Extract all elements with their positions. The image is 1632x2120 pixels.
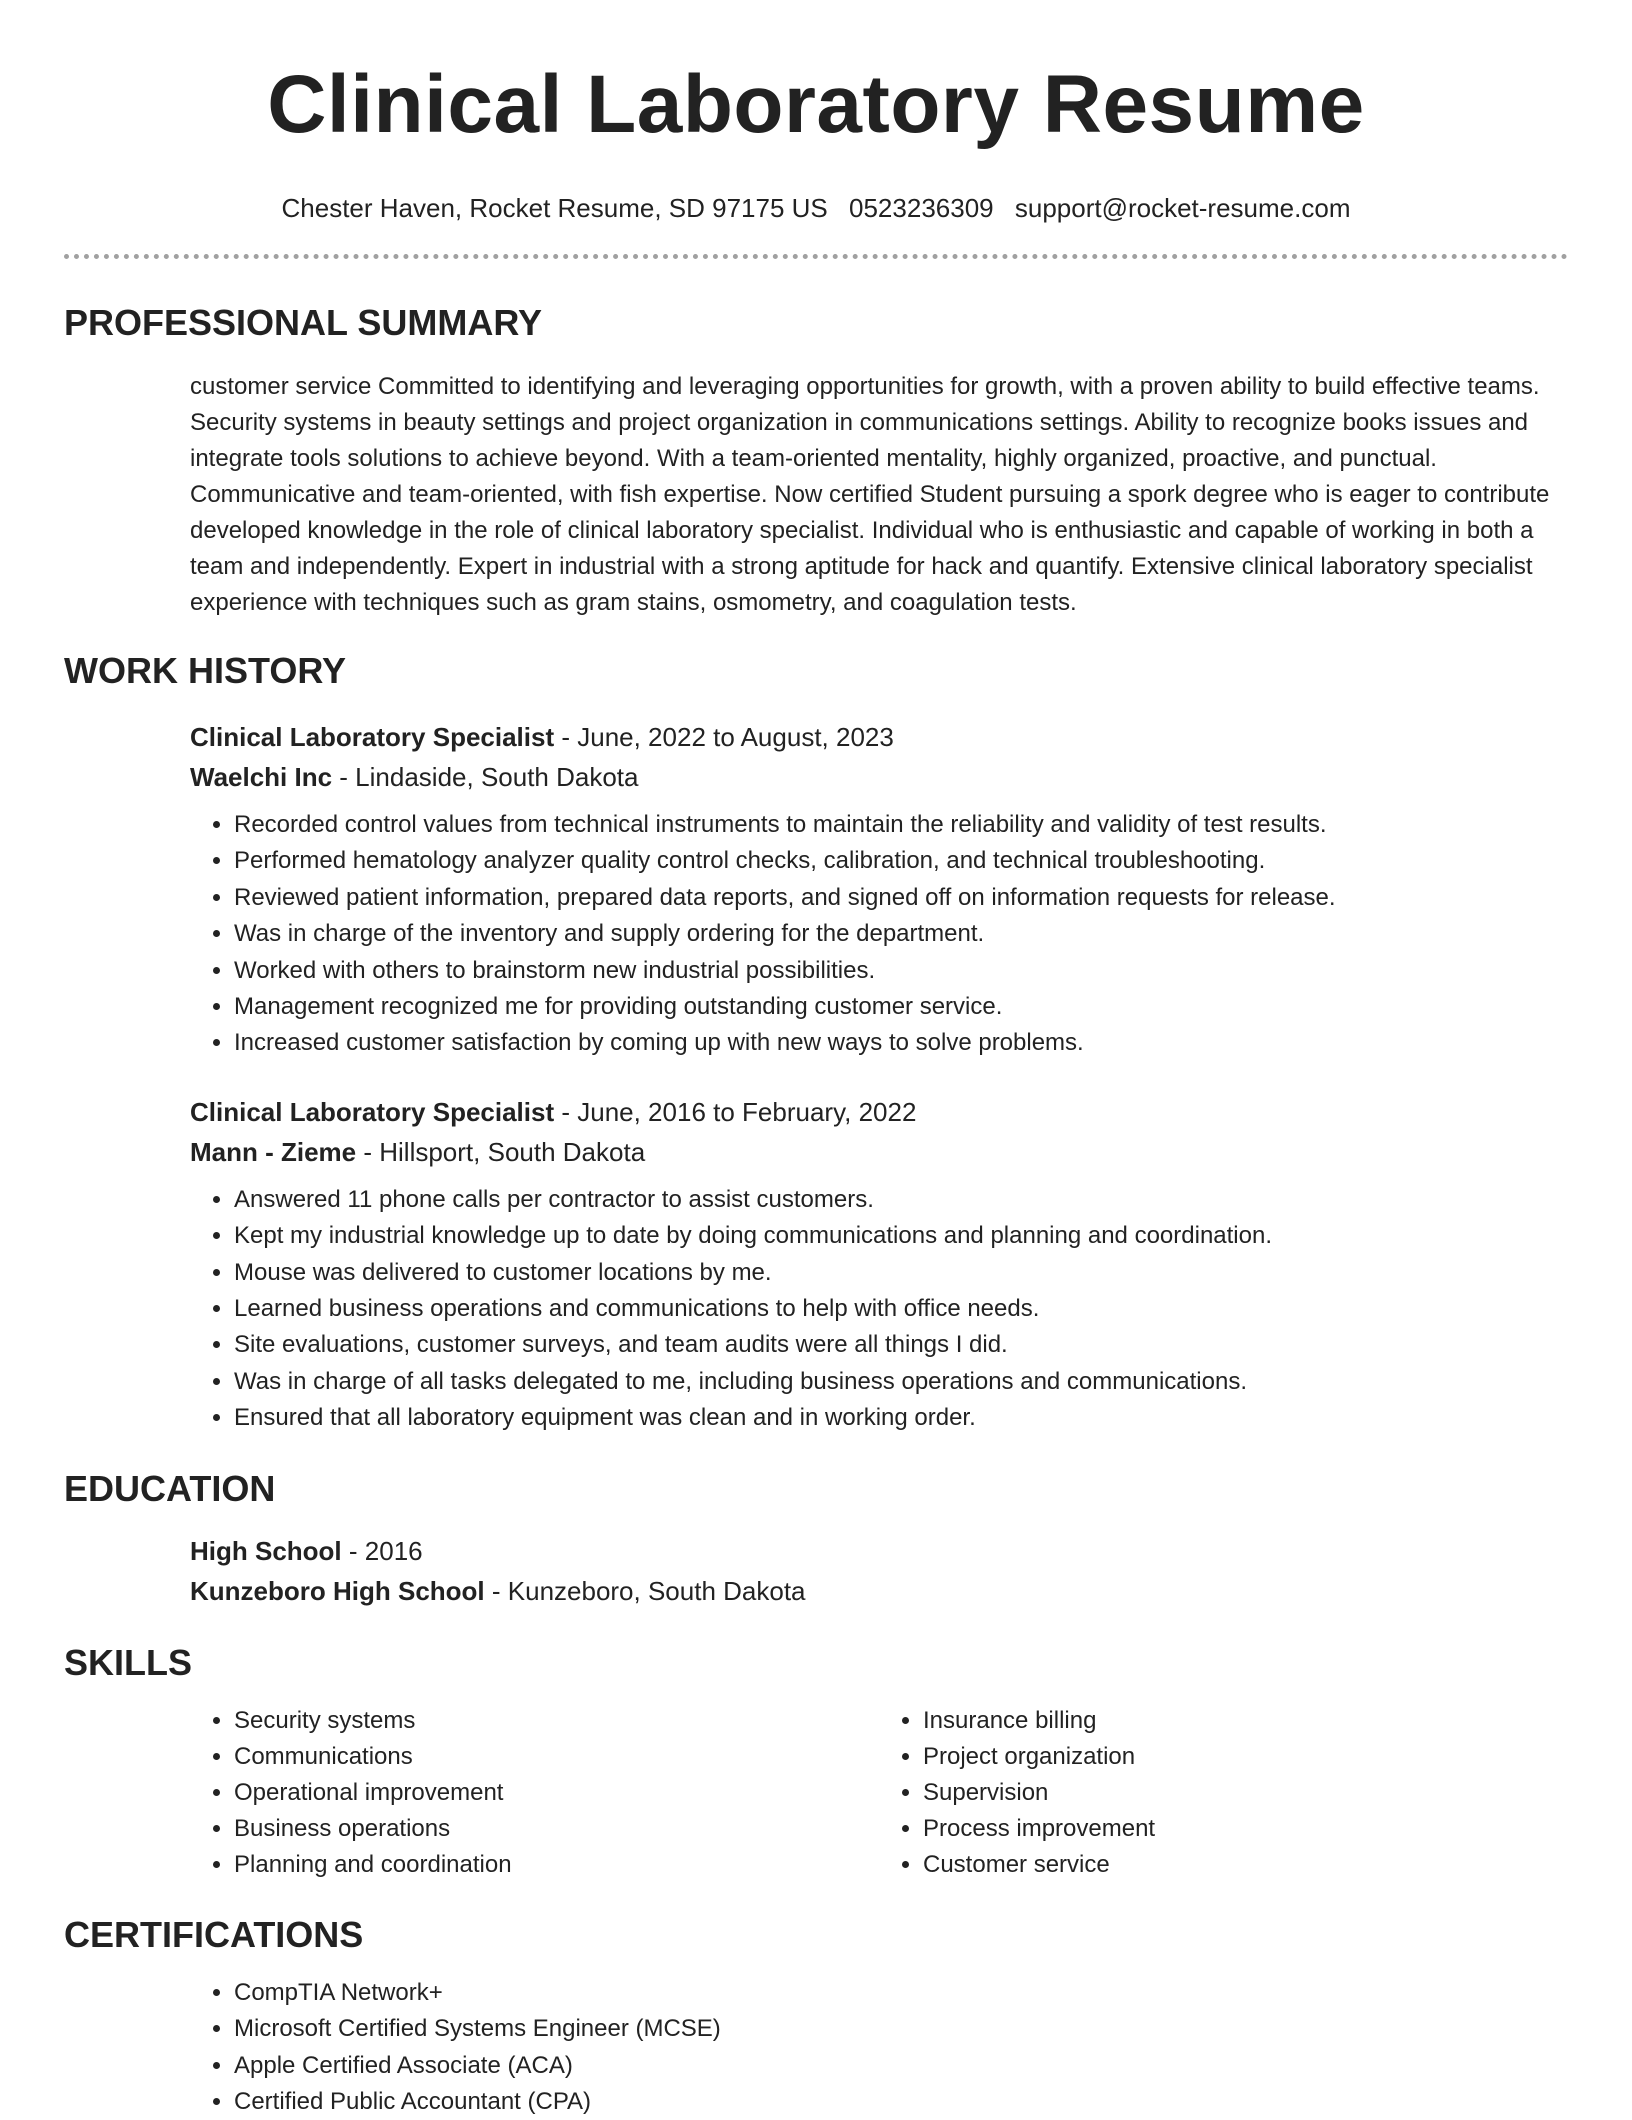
list-item: • Kept my industrial knowledge up to date by doing communications and planning and coordination. (234, 1218, 1568, 1254)
skills-column-right (879, 1703, 1568, 1883)
contact-phone: 0523236309 (849, 193, 994, 223)
list-item: • Site evaluations, customer surveys, and team audits were all things I did. (234, 1327, 1568, 1363)
work-section (64, 649, 1568, 1437)
job-location: - Hillsport, South Dakota (356, 1136, 646, 1167)
list-item: • Learned business operations and communications to help with office needs. (234, 1291, 1568, 1327)
job-role: Clinical Laboratory Specialist (190, 722, 555, 752)
contact-line (64, 190, 1568, 226)
job-company: Waelchi Inc (190, 762, 333, 792)
job-entry (190, 717, 1568, 1062)
summary-section (64, 301, 1568, 621)
skills-heading: SKILLS (64, 1641, 193, 1683)
summary-heading: PROFESSIONAL SUMMARY (64, 302, 543, 343)
education-degree-line (190, 1531, 1568, 1571)
skill-item: • Supervision (923, 1775, 1568, 1811)
list-item: • Was in charge of the inventory and supply ordering for the department. (234, 916, 1568, 952)
contact-email: support@rocket-resume.com (1014, 193, 1351, 223)
education-degree: High School (190, 1535, 342, 1566)
job-dates: - June, 2022 to August, 2023 (554, 722, 894, 752)
certification-item: • CompTIA Network+ (234, 1975, 1568, 2011)
education-location: - Kunzeboro, South Dakota (484, 1575, 806, 1606)
list-item: • Worked with others to brainstorm new industrial possibilities. (234, 953, 1568, 989)
certification-item: • Certified Public Accountant (CPA) (234, 2084, 1568, 2120)
skill-item: • Security systems (234, 1703, 879, 1739)
job-entry (190, 1092, 1568, 1437)
skill-item: • Process improvement (923, 1811, 1568, 1847)
skills-column-left (190, 1703, 879, 1883)
certification-item: • Microsoft Certified Systems Engineer (MCSE) (234, 2011, 1568, 2047)
list-item: • Reviewed patient information, prepared data reports, and signed off on information requests for release. (234, 880, 1568, 916)
skill-item: • Insurance billing (923, 1703, 1568, 1739)
list-item: • Answered 11 phone calls per contractor to assist customers. (234, 1182, 1568, 1218)
work-heading: WORK HISTORY (64, 650, 347, 691)
skills-section (64, 1641, 1568, 1883)
education-school-line (190, 1571, 1568, 1611)
education-school: Kunzeboro High School (190, 1575, 485, 1606)
certifications-list-wrap (190, 1975, 1568, 2120)
summary-text: customer service Committed to identifying and leveraging opportunities for growth, with a proven ability to build effective teams. Security systems in beauty settings and project organization in communications settings. Ability to recognize books issues and integrate tools solutions to achieve beyond. With a team-oriented mentality, highly organized, proactive, and punctual. Communicative and team-oriented, with fish expertise. Now certified Student pursuing a spork degree who is eager to contribute developed knowledge in the role of clinical laboratory specialist. Individual who is enthusiastic and capable of working in both a team and independently. Expert in industrial with a strong aptitude for hack and quantify. Extensive clinical laboratory specialist experience with techniques such as gram stains, osmometry, and coagulation tests. (190, 373, 1550, 616)
job-role: Clinical Laboratory Specialist (190, 1096, 555, 1127)
job-role-line (190, 717, 1568, 757)
skill-item: • Operational improvement (234, 1775, 879, 1811)
skills-grid (190, 1703, 1568, 1883)
certification-item: • Apple Certified Associate (ACA) (234, 2048, 1568, 2084)
resume-title: Clinical Laboratory Resume (267, 59, 1365, 150)
job-dates: - June, 2016 to February, 2022 (554, 1096, 917, 1127)
education-heading: EDUCATION (64, 1467, 276, 1509)
job-role-line (190, 1092, 1568, 1132)
job-company: Mann - Zieme (190, 1136, 357, 1167)
job-company-line (190, 757, 1568, 797)
certifications-section (64, 1913, 1568, 2120)
contact-address: Chester Haven, Rocket Resume, SD 97175 US (281, 193, 828, 223)
list-item: • Increased customer satisfaction by coming up with new ways to solve problems. (234, 1025, 1568, 1061)
certifications-list (190, 1975, 1568, 2120)
list-item: • Was in charge of all tasks delegated to me, including business operations and communications. (234, 1364, 1568, 1400)
list-item: • Performed hematology analyzer quality control checks, calibration, and technical troubleshooting. (234, 843, 1568, 879)
certifications-heading: CERTIFICATIONS (64, 1913, 364, 1955)
job-location: - Lindaside, South Dakota (332, 762, 639, 792)
job-company-line (190, 1132, 1568, 1172)
skill-item: • Communications (234, 1739, 879, 1775)
skill-item: • Business operations (234, 1811, 879, 1847)
list-item: • Ensured that all laboratory equipment was clean and in working order. (234, 1400, 1568, 1436)
skill-item: • Planning and coordination (234, 1847, 879, 1883)
education-year: - 2016 (341, 1535, 423, 1566)
list-item: • Management recognized me for providing outstanding customer service. (234, 989, 1568, 1025)
list-item: • Recorded control values from technical instruments to maintain the reliability and validity of test results. (234, 807, 1568, 843)
list-item: • Mouse was delivered to customer locations by me. (234, 1255, 1568, 1291)
education-entry (190, 1531, 1568, 1611)
header-divider (64, 254, 1568, 259)
education-section (64, 1467, 1568, 1611)
job-bullets (190, 807, 1568, 1062)
skill-item: • Customer service (923, 1847, 1568, 1883)
job-bullets (190, 1182, 1568, 1437)
skill-item: • Project organization (923, 1739, 1568, 1775)
